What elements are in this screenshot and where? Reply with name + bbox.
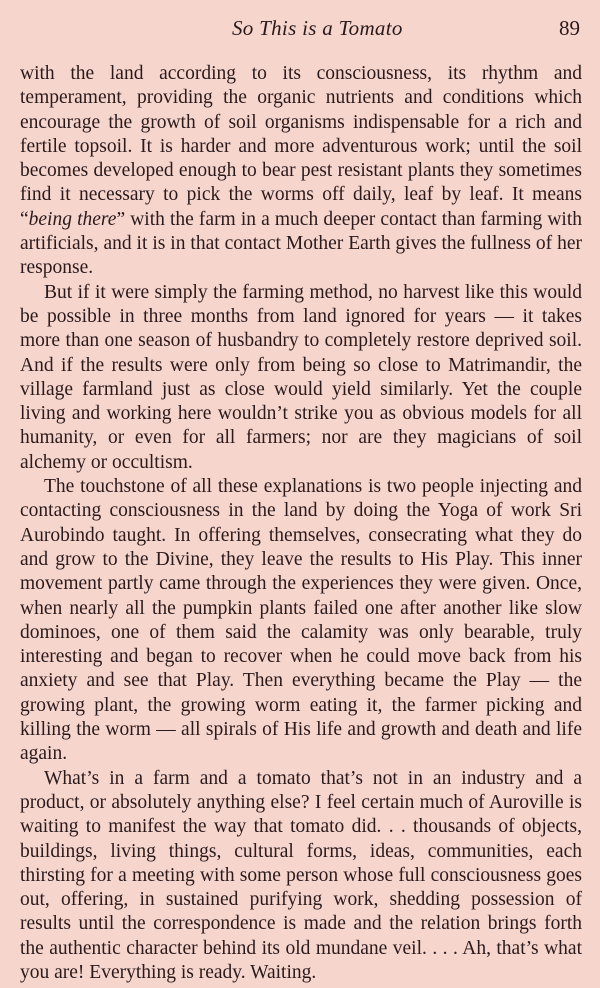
page-number: 89 (559, 16, 580, 40)
paragraph-3: The touchstone of all these explanations is two people injecting and contacting consciousness in the land by doing the Yoga of work Sri Aurobindo taught. In offering themselves, consecrating what they do and grow to the Divine, they leave the results to His Play. This inner movement partly came through the experiences they were given. Once, when nearly all the pumpkin plants failed one after another like slow dominoes, one of them said the calamity was only bearable, truly interesting and began to recover when he could move back from his anxiety and see that Play. Then everything became the Play — the growing plant, the growing worm eating it, the farmer picking and killing the worm — all spirals of His life and growth and death and life again. (20, 476, 582, 765)
paragraph-1-text-after: ” with the farm in a much deeper contact than farming with artificials, and it is in that contact Mother Earth gives the fullness of her response. (20, 208, 582, 279)
body-text (20, 62, 582, 985)
paragraph-4: What’s in a farm and a tomato that’s not in an industry and a product, or absolutely anything else? I feel certain much of Auroville is waiting to manifest the way that tomato did. . . thousands of objects, buildings, living things, cultural forms, ideas, communities, each thirsting for a meeting with some person whose full consciousness goes out, offering, in sustained purifying work, shedding possession of results until the correspondence is made and the relation brings forth the authentic character behind its old mundane veil. . . . Ah, that’s what you are! Everything is ready. Waiting. (20, 767, 582, 983)
paragraph-1-text-before: with the land according to its consciousness, its rhythm and temperament, providing the organic nutrients and conditions which encourage the growth of soil organisms indispensable for a rich and fertile topsoil. It is harder and more adventurous work; until the soil becomes developed enough to bear pest resistant plants they sometimes find it necessary to pick the worms off daily, leaf by leaf. It means “ (20, 63, 582, 230)
paragraph-1-emphasis: being there (28, 208, 117, 230)
running-head (20, 14, 582, 50)
paragraph-2: But if it were simply the farming method, no harvest like this would be possible in three months from land ignored for years — it takes more than one season of husbandry to completely restore deprived soil. And if the results were only from being so close to Matrimandir, the village farmland just as close would yield similarly. Yet the couple living and working here wouldn’t strike you as obvious models for all humanity, or even for all farmers; nor are they magicians of soil alchemy or occultism. (20, 281, 582, 473)
paragraph-1 (20, 62, 582, 281)
running-title: So This is a Tomato (232, 16, 403, 40)
